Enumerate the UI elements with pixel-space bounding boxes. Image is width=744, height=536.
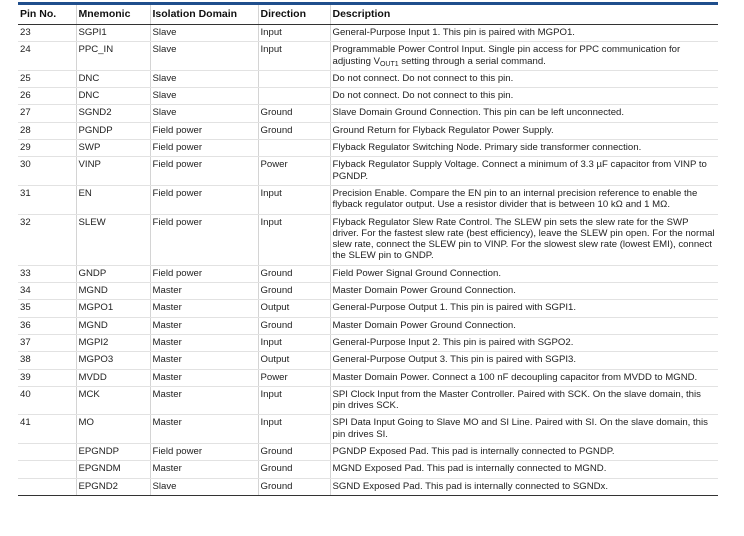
direction-cell: Ground [258,317,330,334]
direction-cell: Input [258,334,330,351]
description-cell: Programmable Power Control Input. Single pin access for PPC communication for adjusting $V_{OUT1}$ setting through a serial command. [330,42,718,71]
description-cell: PGNDP Exposed Pad. This pad is internally connected to PGNDP. [330,444,718,461]
direction-cell: Input [258,214,330,265]
table-row [18,25,718,42]
pin-cell: 23 [18,25,76,42]
direction-cell: Input [258,185,330,214]
isolation-domain-cell: Slave [150,42,258,71]
table-row [18,88,718,105]
mnemonic-cell: EPGNDM [76,461,150,478]
description-cell: SPI Data Input Going to Slave MO and SI Line. Paired with SI. On the slave domain, this pin drives SI. [330,415,718,444]
pin-cell: 32 [18,214,76,265]
header-direction: Direction [258,5,330,25]
pin-cell: 40 [18,386,76,415]
mnemonic-cell: GNDP [76,265,150,282]
mnemonic-cell: PPC_IN [76,42,150,71]
isolation-domain-cell: Master [150,369,258,386]
pin-cell: 37 [18,334,76,351]
isolation-domain-cell: Master [150,415,258,444]
description-cell: Master Domain Power. Connect a 100 nF decoupling capacitor from MVDD to MGND. [330,369,718,386]
isolation-domain-cell: Field power [150,214,258,265]
pin-cell: 36 [18,317,76,334]
direction-cell: Ground [258,283,330,300]
isolation-domain-cell: Field power [150,157,258,186]
table-row [18,386,718,415]
table-row [18,283,718,300]
mnemonic-cell: DNC [76,70,150,87]
description-cell: Do not connect. Do not connect to this pin. [330,70,718,87]
table-row [18,140,718,157]
mnemonic-cell: MGPO3 [76,352,150,369]
description-cell: SPI Clock Input from the Master Controller. Paired with SCK. On the slave domain, this pin drives SCK. [330,386,718,415]
mnemonic-cell: EPGNDP [76,444,150,461]
pin-function-table [18,5,718,496]
direction-cell: Ground [258,105,330,122]
mnemonic-cell: SGPI1 [76,25,150,42]
mnemonic-cell: MGND [76,317,150,334]
pin-cell: 38 [18,352,76,369]
description-cell: General-Purpose Input 1. This pin is paired with MGPO1. [330,25,718,42]
pin-cell: 27 [18,105,76,122]
mnemonic-cell: DNC [76,88,150,105]
pin-cell: 34 [18,283,76,300]
direction-cell: Input [258,386,330,415]
isolation-domain-cell: Slave [150,70,258,87]
table-row [18,478,718,495]
description-cell: Field Power Signal Ground Connection. [330,265,718,282]
pin-cell: 24 [18,42,76,71]
direction-cell: Input [258,25,330,42]
header-description: Description [330,5,718,25]
direction-cell: Output [258,352,330,369]
isolation-domain-cell: Slave [150,478,258,495]
isolation-domain-cell: Master [150,334,258,351]
mnemonic-cell: VINP [76,157,150,186]
pin-cell [18,444,76,461]
header-mnemonic: Mnemonic [76,5,150,25]
isolation-domain-cell: Field power [150,122,258,139]
direction-cell: Input [258,42,330,71]
mnemonic-cell: MGPO1 [76,300,150,317]
pin-cell: 35 [18,300,76,317]
table-row [18,214,718,265]
direction-cell: Power [258,369,330,386]
isolation-domain-cell: Slave [150,105,258,122]
pin-cell: 31 [18,185,76,214]
isolation-domain-cell: Master [150,386,258,415]
mnemonic-cell: MGND [76,283,150,300]
direction-cell: Ground [258,478,330,495]
pin-cell: 39 [18,369,76,386]
direction-cell [258,88,330,105]
table-row [18,185,718,214]
mnemonic-cell: MVDD [76,369,150,386]
pin-cell: 29 [18,140,76,157]
pin-cell: 41 [18,415,76,444]
table-row [18,300,718,317]
description-cell: Flyback Regulator Switching Node. Primary side transformer connection. [330,140,718,157]
description-cell: Precision Enable. Compare the EN pin to an internal precision reference to enable the flyback regulator output. Use a resistor divider that is between 10 kΩ and 1 MΩ. [330,185,718,214]
direction-cell: Ground [258,122,330,139]
header-pin-no: Pin No. [18,5,76,25]
table-row [18,444,718,461]
table-row [18,415,718,444]
mnemonic-cell: SLEW [76,214,150,265]
isolation-domain-cell: Field power [150,265,258,282]
isolation-domain-cell: Slave [150,88,258,105]
table-row [18,352,718,369]
table-header-row [18,5,718,25]
table-row [18,105,718,122]
mnemonic-cell: EPGND2 [76,478,150,495]
description-cell: General-Purpose Output 1. This pin is paired with SGPI1. [330,300,718,317]
pin-cell: 33 [18,265,76,282]
mnemonic-cell: EN [76,185,150,214]
description-cell: General-Purpose Output 3. This pin is paired with SGPI3. [330,352,718,369]
isolation-domain-cell: Field power [150,185,258,214]
direction-cell [258,140,330,157]
table-row [18,334,718,351]
description-cell: MGND Exposed Pad. This pad is internally connected to MGND. [330,461,718,478]
mnemonic-cell: MGPI2 [76,334,150,351]
description-cell: General-Purpose Input 2. This pin is paired with SGPO2. [330,334,718,351]
header-isolation-domain: Isolation Domain [150,5,258,25]
description-cell: Slave Domain Ground Connection. This pin can be left unconnected. [330,105,718,122]
mnemonic-cell: SWP [76,140,150,157]
table-row [18,157,718,186]
direction-cell: Output [258,300,330,317]
pin-cell: 26 [18,88,76,105]
table-row [18,265,718,282]
table-row [18,70,718,87]
table-row [18,122,718,139]
isolation-domain-cell: Master [150,283,258,300]
isolation-domain-cell: Master [150,461,258,478]
pin-cell: 28 [18,122,76,139]
isolation-domain-cell: Slave [150,25,258,42]
isolation-domain-cell: Field power [150,444,258,461]
description-cell: Flyback Regulator Supply Voltage. Connect a minimum of 3.3 µF capacitor from VINP to PGNDP. [330,157,718,186]
mnemonic-cell: MO [76,415,150,444]
pin-cell: 30 [18,157,76,186]
mnemonic-cell: PGNDP [76,122,150,139]
table-row [18,369,718,386]
mnemonic-cell: MCK [76,386,150,415]
isolation-domain-cell: Master [150,352,258,369]
description-cell: Master Domain Power Ground Connection. [330,317,718,334]
direction-cell: Ground [258,444,330,461]
description-cell: Ground Return for Flyback Regulator Power Supply. [330,122,718,139]
table-body [18,25,718,496]
isolation-domain-cell: Master [150,300,258,317]
isolation-domain-cell: Field power [150,140,258,157]
pin-cell [18,478,76,495]
pin-cell: 25 [18,70,76,87]
direction-cell [258,70,330,87]
description-cell: SGND Exposed Pad. This pad is internally connected to SGNDx. [330,478,718,495]
direction-cell: Input [258,415,330,444]
description-cell: Master Domain Power Ground Connection. [330,283,718,300]
description-cell: Flyback Regulator Slew Rate Control. The SLEW pin sets the slew rate for the SWP driver. For the fastest slew rate (best efficiency), leave the SLEW pin open. For the normal slew rate, connect the SLEW pin to VINP. For the slowest slew rate (lowest EMI), connect the SLEW pin to GNDP. [330,214,718,265]
mnemonic-cell: SGND2 [76,105,150,122]
isolation-domain-cell: Master [150,317,258,334]
description-cell: Do not connect. Do not connect to this pin. [330,88,718,105]
pin-cell [18,461,76,478]
table-row [18,461,718,478]
direction-cell: Power [258,157,330,186]
table-row [18,42,718,71]
direction-cell: Ground [258,265,330,282]
table-row [18,317,718,334]
direction-cell: Ground [258,461,330,478]
